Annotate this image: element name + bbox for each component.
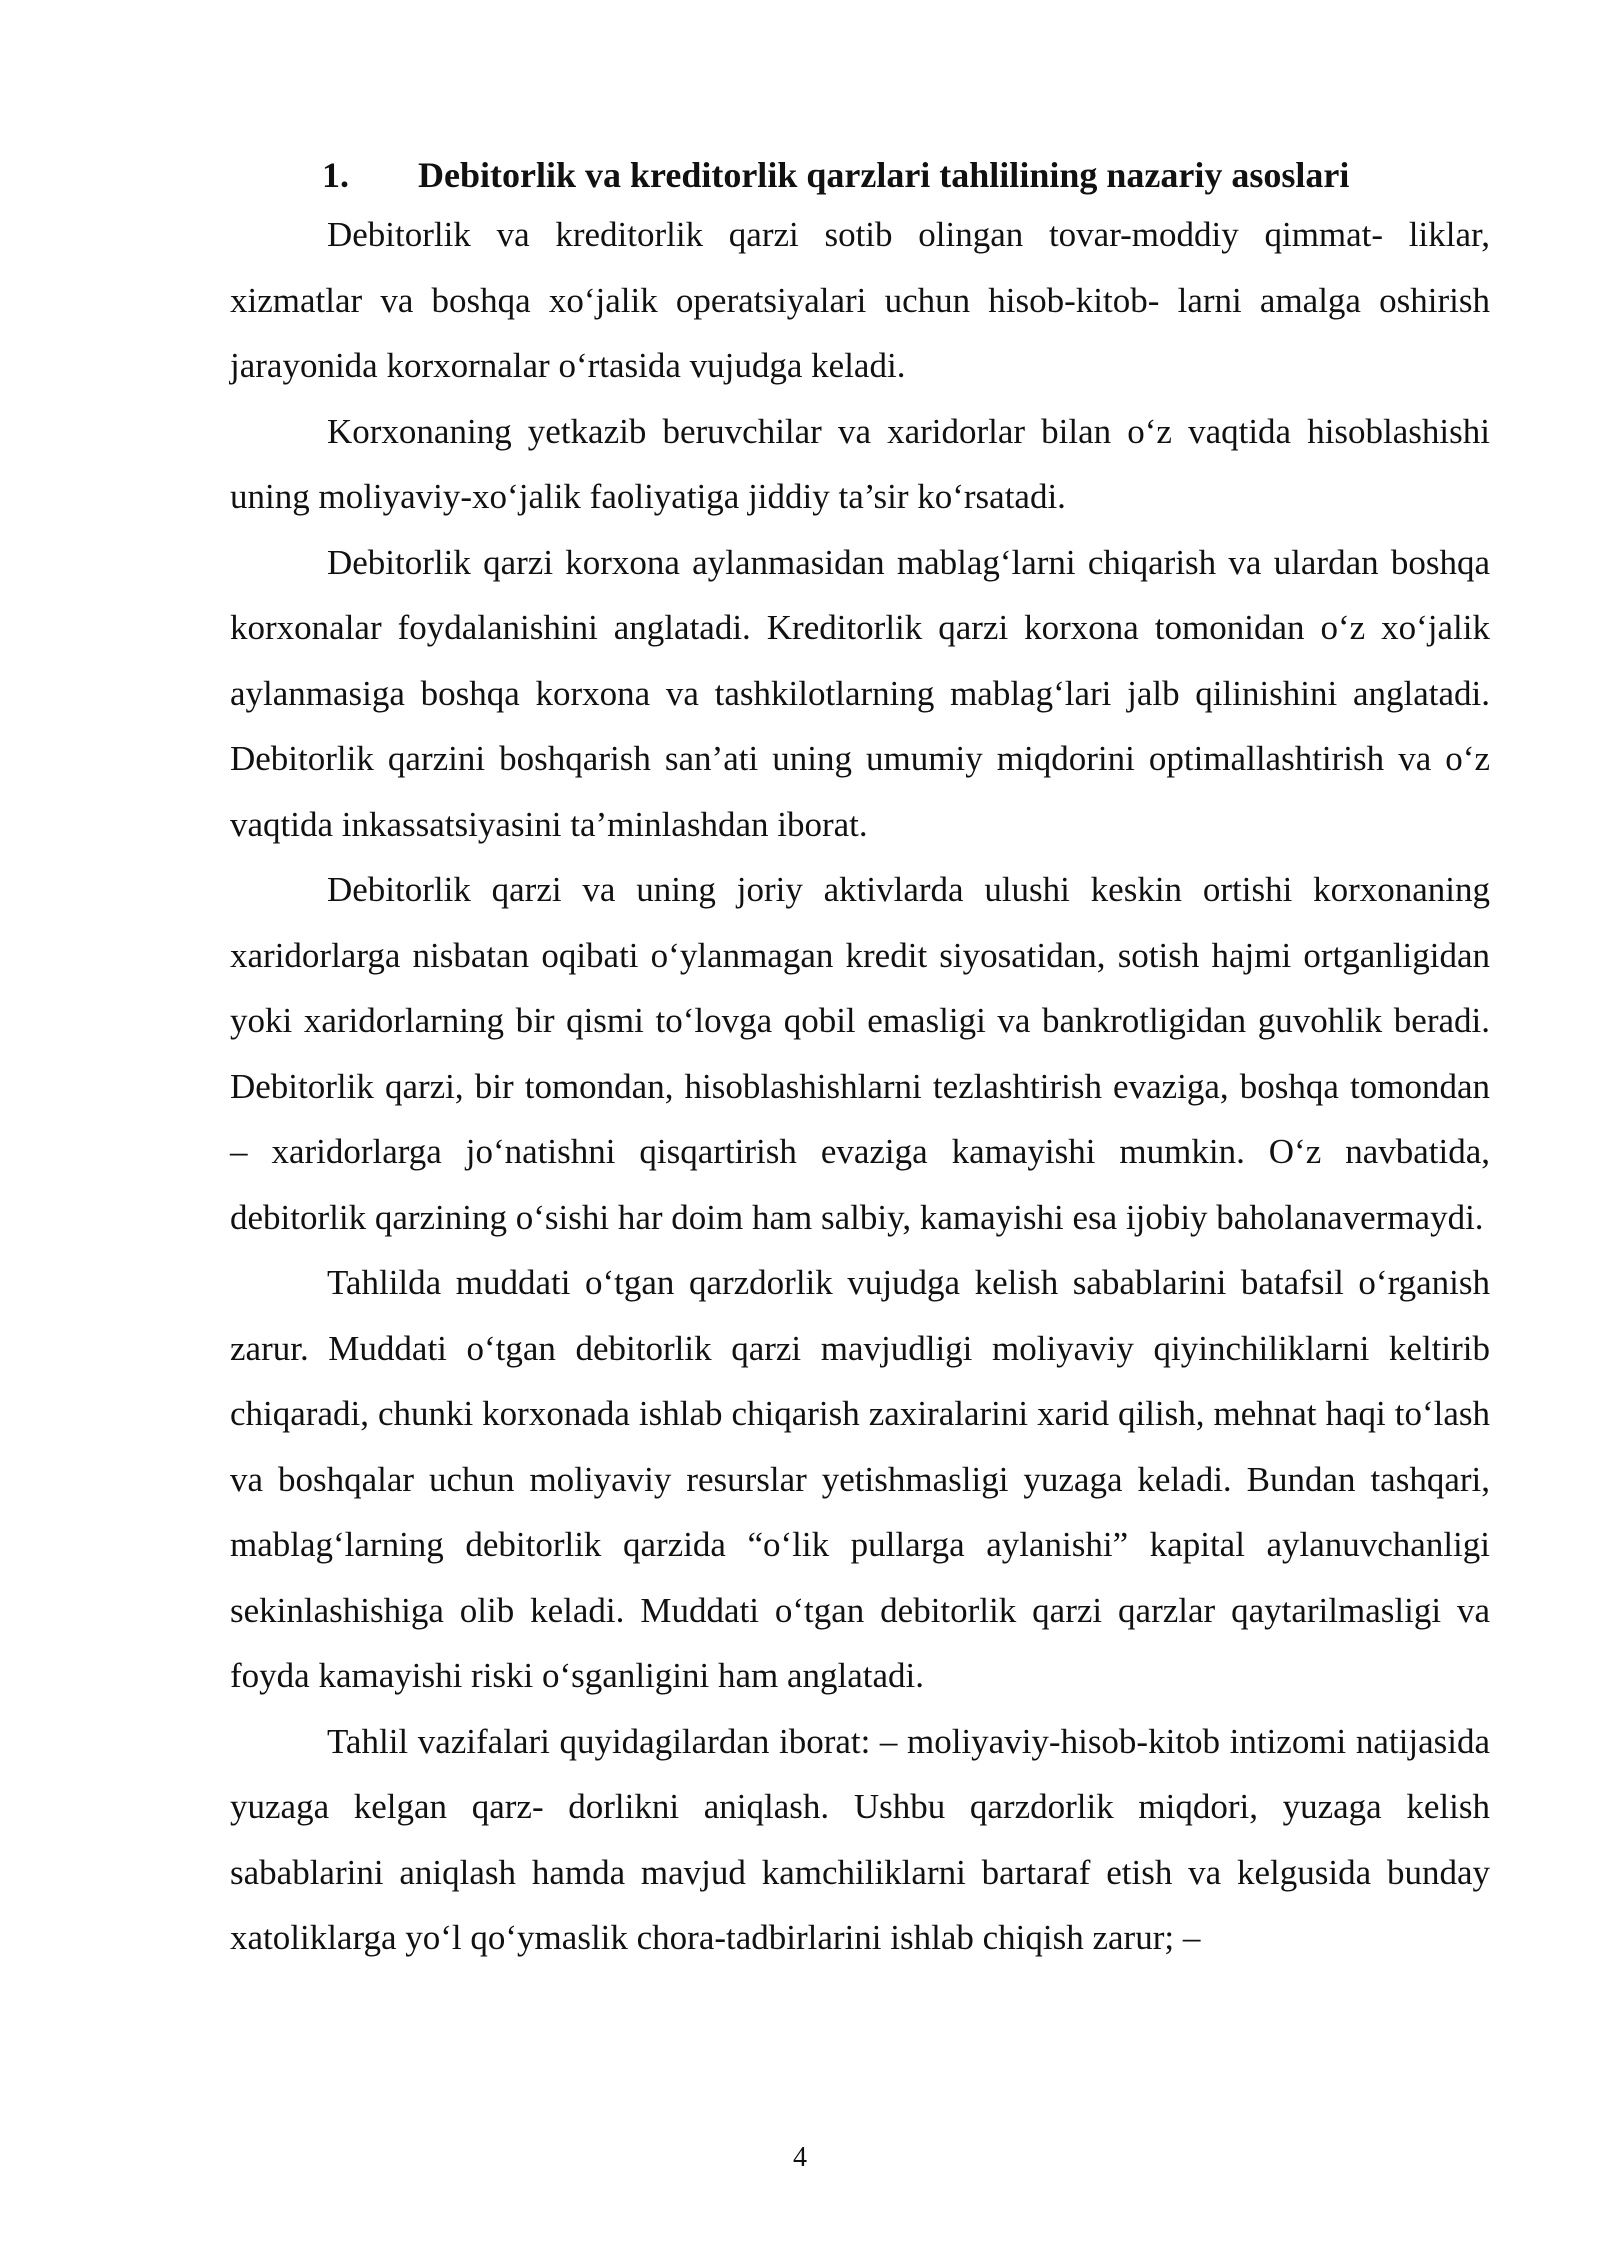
page-number: 4 [793,2142,807,2173]
paragraph-2: Korxonaning yetkazib beruvchilar va xaridorlar bilan o‘z vaqtida hisoblashishi uning moliyaviy-xo‘jalik faoliyatiga jiddiy ta’sir ko‘rsatadi. [230,411,1490,516]
paragraph-6: Tahlil vazifalari quyidagilardan iborat: – moliyaviy-hisob-kitob intizomi natijasida yuzaga kelgan qarz- dorlikni aniqlash. Ushbu qarzdorlik miqdori, yuzaga kelish sabablarini aniqlash hamda mavjud kamchiliklarni bartaraf etish va kelgusida bunday xatoliklarga yo‘l qo‘ymaslik chora-tadbirlarini ishlab chiqish zarur; – [230,1721,1490,1957]
section-number: 1. [322,155,349,195]
paragraph-4: Debitorlik qarzi va uning joriy aktivlarda ulushi keskin ortishi korxonaning xaridorlarga nisbatan oqibati o‘ylanmagan kredit siyosatidan, sotish hajmi ortganligidan yoki xaridorlarning bir qismi to‘lovga qobil emasligi va bankrotligidan guvohlik beradi. Debitorlik qarzi, bir tomondan, hisoblashishlarni tezlashtirish evaziga, boshqa tomondan – xaridorlarga jo‘natishni qisqartirish evaziga kamayishi mumkin. O‘z navbatida, debitorlik qarzining o‘sishi har doim ham salbiy, kamayishi esa ijobiy baholanavermaydi. [230,870,1490,1237]
paragraph-1: Debitorlik va kreditorlik qarzi sotib olingan tovar-moddiy qimmat- liklar, xizmatlar va boshqa xo‘jalik operatsiyalari uchun hisob-kitob- larni amalga oshirish jarayonida korxornalar o‘rtasida vujudga keladi. [230,215,1490,385]
section-heading [230,150,1490,200]
section-title: Debitorlik va kreditorlik qarzlari tahlilining nazariy asoslari [418,155,1350,195]
page-content [230,150,1490,1971]
paragraph-5: Tahlilda muddati o‘tgan qarzdorlik vujudga kelish sabablarini batafsil o‘rganish zarur. Muddati o‘tgan debitorlik qarzi mavjudligi moliyaviy qiyinchiliklarni keltirib chiqaradi, chunki korxonada ishlab chiqarish zaxiralarini xarid qilish, mehnat haqi to‘lash va boshqalar uchun moliyaviy resurslar yetishmasligi yuzaga keladi. Bundan tashqari, mablag‘larning debitorlik qarzida “o‘lik pullarga aylanishi” kapital aylanuvchanligi sekinlashishiga olib keladi. Muddati o‘tgan debitorlik qarzi qarzlar qaytarilmasligi va foyda kamayishi riski o‘sganligini ham anglatadi. [230,1263,1490,1695]
paragraph-3: Debitorlik qarzi korxona aylanmasidan mablag‘larni chiqarish va ulardan boshqa korxonalar foydalanishini anglatadi. Kreditorlik qarzi korxona tomonidan o‘z xo‘jalik aylanmasiga boshqa korxona va tashkilotlarning mablag‘lari jalb qilinishini anglatadi. Debitorlik qarzini boshqarish san’ati uning umumiy miqdorini optimallashtirish va o‘z vaqtida inkassatsiyasini ta’minlashdan iborat. [230,542,1490,844]
